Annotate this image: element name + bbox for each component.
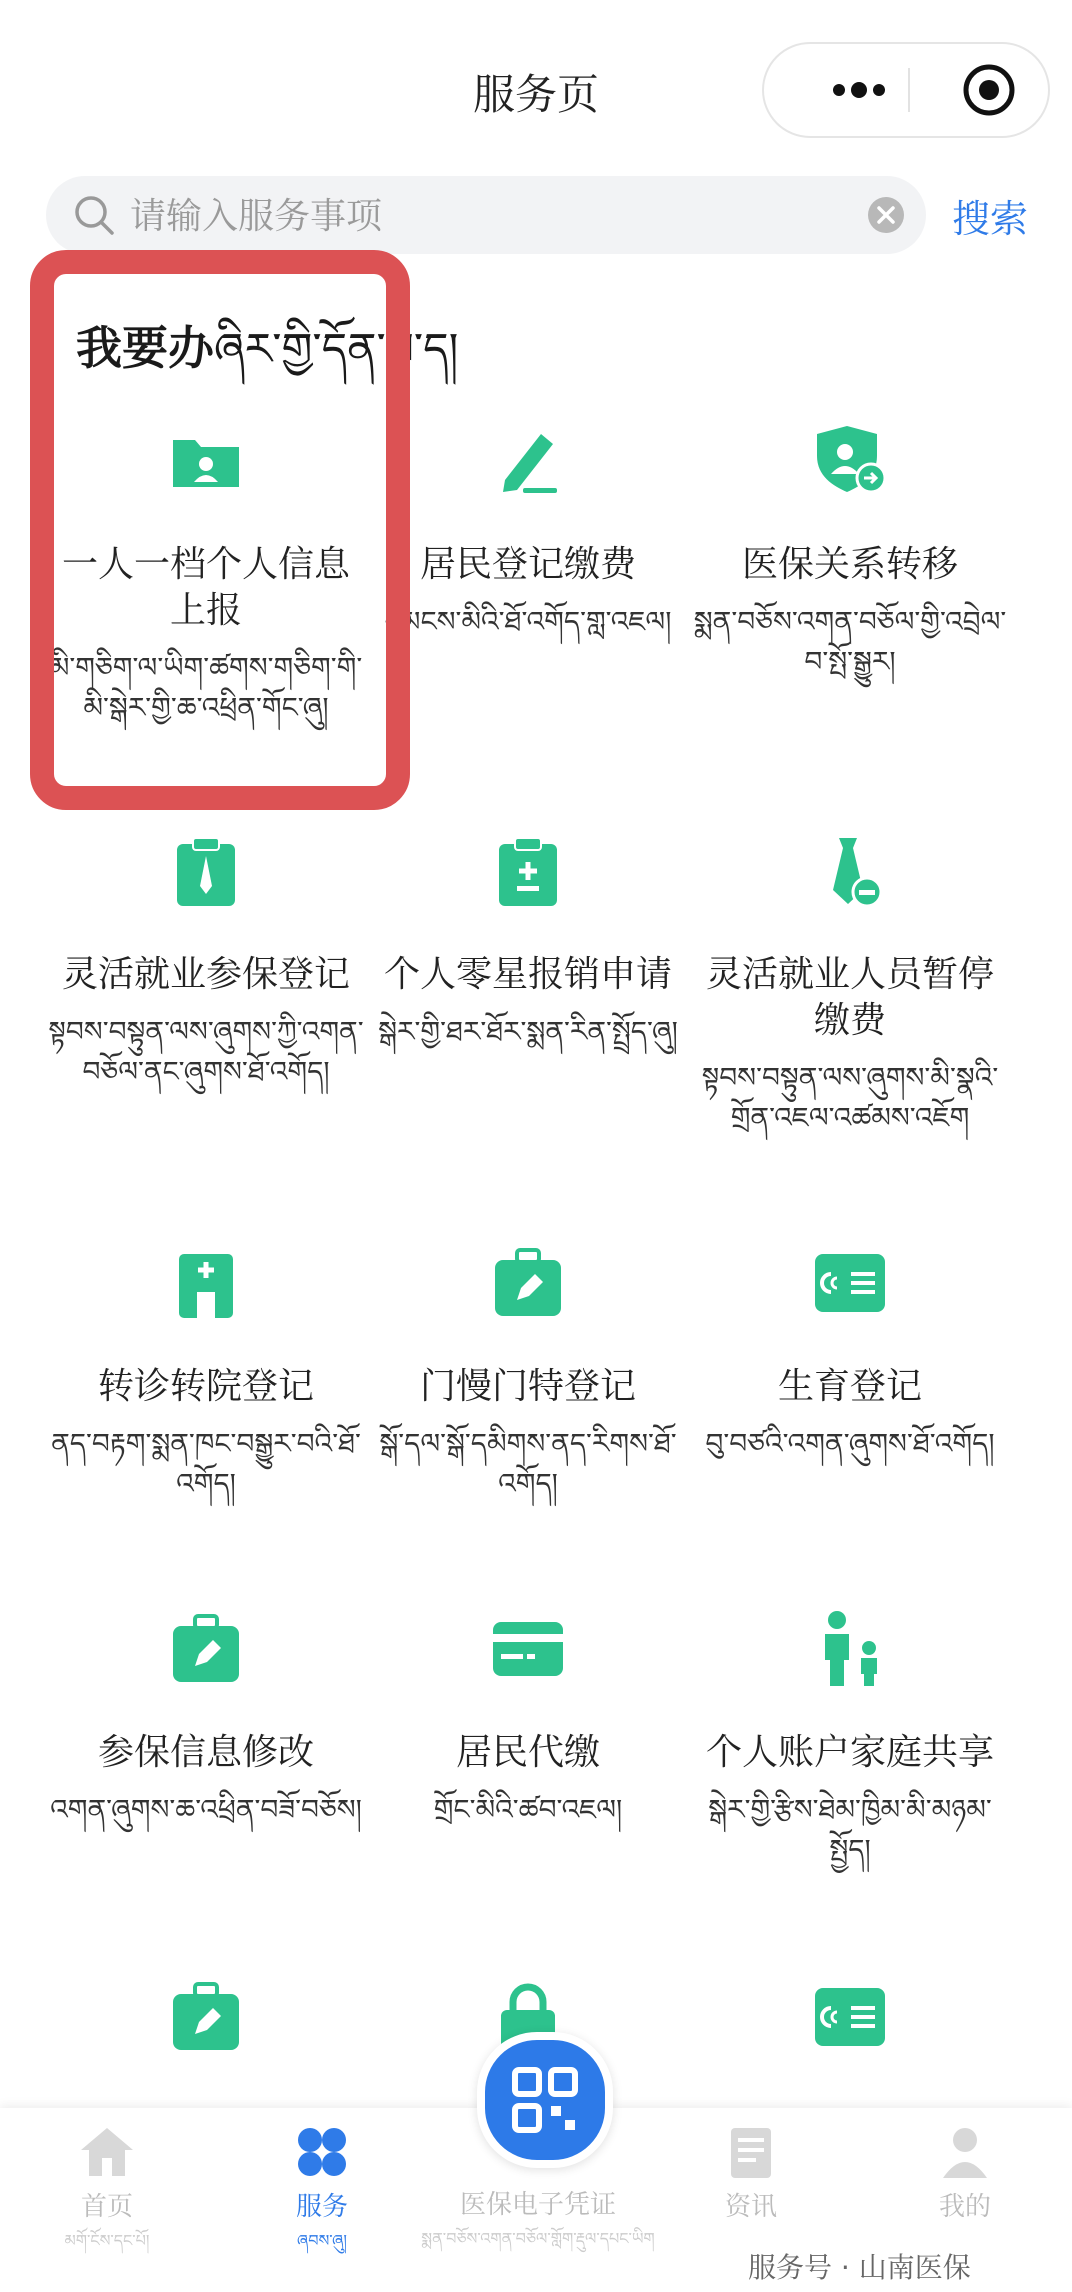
search-box xyxy=(46,176,926,254)
more-options-button[interactable] xyxy=(804,44,914,136)
search-button[interactable]: 搜索 xyxy=(952,197,1029,241)
service-label: 灵活就业人员暂停缴费 xyxy=(705,954,994,1041)
tab-label: 医保电子凭证 xyxy=(459,2190,616,2220)
section-title-zh: 我要办 xyxy=(76,321,214,375)
service-sublabel: སྒེར་གྱི་རྩིས་ཐེམ་ཁྱིམ་མི་མཉམ་སྤྱོད། xyxy=(708,1793,992,1866)
close-miniprogram-button[interactable] xyxy=(934,44,1044,136)
clipboard-tie-icon xyxy=(165,830,247,912)
service-label: 参保信息修改 xyxy=(97,1732,314,1773)
service-sublabel: མི་གཅིག་ལ་ཡིག་ཚགས་གཅིག་གི་མི་སྒེར་གྱི་ཆ་འཕྲིན་གོང་ཞུ། xyxy=(49,651,363,724)
tab-home[interactable] xyxy=(12,2122,202,2268)
tab-sublabel: མགོ་ངོས་དང་པོ། xyxy=(64,2231,150,2250)
service-tile[interactable] xyxy=(690,1976,1010,2058)
capsule-divider xyxy=(908,68,910,112)
service-tile[interactable] xyxy=(690,420,1010,682)
tie-minus-icon xyxy=(809,830,891,912)
section-title xyxy=(76,300,458,424)
service-sublabel: བུ་བཙའི་འགན་ཞུགས་ཐོ་འགོད། xyxy=(705,1427,995,1460)
target-icon xyxy=(961,62,1017,118)
tab-label: 服务 xyxy=(295,2192,348,2222)
service-label: 一人一档个人信息上报 xyxy=(61,544,350,631)
service-sublabel: དམངས་མིའི་ཐོ་འགོད་གླ་འཇལ། xyxy=(384,605,672,638)
news-icon xyxy=(721,2122,781,2182)
hospital-icon xyxy=(165,1242,247,1324)
service-label: 个人零星报销申请 xyxy=(383,954,672,995)
tab-medical-qr[interactable] xyxy=(418,2180,658,2266)
header xyxy=(0,0,1072,170)
service-tile[interactable] xyxy=(368,1242,688,1504)
grid-icon xyxy=(292,2122,352,2182)
service-tile[interactable] xyxy=(690,830,1010,1138)
service-tile[interactable] xyxy=(46,1608,366,1830)
service-label: 居民登记缴费 xyxy=(419,544,636,585)
service-label: 灵活就业参保登记 xyxy=(61,954,350,995)
service-sublabel: འགན་ཞུགས་ཆ་འཕྲིན་བཟོ་བཅོས། xyxy=(50,1793,362,1826)
service-tile[interactable] xyxy=(46,1976,366,2058)
clipboard-plus-icon xyxy=(487,830,569,912)
briefcase-pen-icon xyxy=(165,1608,247,1690)
tab-label: 首页 xyxy=(80,2192,133,2222)
folder-user-icon xyxy=(165,420,247,502)
clear-icon[interactable] xyxy=(868,197,904,233)
service-tile[interactable] xyxy=(690,1608,1010,1870)
briefcase-pen-icon xyxy=(487,1242,569,1324)
tab-mine[interactable] xyxy=(870,2122,1060,2223)
service-tile[interactable] xyxy=(46,830,366,1092)
service-label: 居民代缴 xyxy=(455,1732,600,1773)
service-sublabel: སྟབས་བསྟུན་ལས་ཞུགས་མི་སྣའི་གྲོན་འཇལ་འཚམས་འཇོག xyxy=(701,1061,999,1134)
user-icon xyxy=(935,2122,995,2182)
search-icon xyxy=(72,193,116,237)
tab-label: 资讯 xyxy=(724,2192,777,2222)
bank-card-icon xyxy=(487,1608,569,1690)
search-input[interactable] xyxy=(128,186,872,246)
more-dots-icon xyxy=(829,80,889,100)
service-label: 生育登记 xyxy=(777,1366,922,1407)
tab-service[interactable] xyxy=(227,2122,417,2268)
section-title-bo: ཞིར་གྱི་དོན་བ་ད། xyxy=(214,324,459,375)
qr-code-icon xyxy=(511,2066,579,2134)
service-sublabel: སྒོ་དལ་སྒོ་དམིགས་ནད་རིགས་ཐོ་འགོད། xyxy=(379,1427,677,1500)
service-sublabel: ནད་བརྟག་སྨན་ཁང་བསྒྱུར་བའི་ཐོ་འགོད། xyxy=(51,1427,361,1500)
family-icon xyxy=(809,1608,891,1690)
service-label: 医保关系转移 xyxy=(741,544,958,585)
tab-news[interactable] xyxy=(656,2122,846,2223)
tab-sublabel: སྨན་བཅོས་འགན་བཅོལ་གློག་རྡུལ་དཔང་ཡིག xyxy=(421,2229,655,2248)
service-tile[interactable] xyxy=(368,1608,688,1830)
edit-pen-icon xyxy=(487,420,569,502)
page-title: 服务页 xyxy=(472,70,599,119)
watermark: 服务号 · 山南医保 xyxy=(748,2251,971,2284)
qr-code-button[interactable] xyxy=(477,2032,613,2168)
card-list-icon xyxy=(809,1976,891,2058)
service-sublabel: སྟབས་བསྟུན་ལས་ཞུགས་ཀྱི་འགན་བཅོལ་ནང་ཞུགས་ཐོ་འགོད། xyxy=(48,1015,364,1088)
tab-sublabel: ཞབས་ཞུ། xyxy=(297,2231,347,2250)
service-sublabel: གྲོང་མིའི་ཚབ་འཇལ། xyxy=(433,1793,623,1826)
home-icon xyxy=(77,2122,137,2182)
user-shield-transfer-icon xyxy=(809,420,891,502)
service-sublabel: སྒེར་གྱི་ཐར་ཐོར་སྨན་རིན་སྤྲོད་ཞུ། xyxy=(378,1015,678,1048)
tab-label: 我的 xyxy=(938,2192,991,2222)
service-label: 转诊转院登记 xyxy=(97,1366,314,1407)
service-label: 个人账户家庭共享 xyxy=(705,1732,994,1773)
service-tile[interactable] xyxy=(368,830,688,1052)
service-sublabel: སྨན་བཅོས་འགན་བཅོལ་གྱི་འབྲེལ་བ་སྤོ་སྒྱུར། xyxy=(693,605,1007,678)
mini-program-capsule xyxy=(762,42,1050,138)
service-tile[interactable] xyxy=(46,1242,366,1504)
service-tile[interactable] xyxy=(368,420,688,642)
service-tile[interactable] xyxy=(46,420,366,728)
card-list-icon xyxy=(809,1242,891,1324)
search-row xyxy=(0,176,1072,254)
briefcase-pen-icon xyxy=(165,1976,247,2058)
service-tile[interactable] xyxy=(690,1242,1010,1464)
service-label: 门慢门特登记 xyxy=(419,1366,636,1407)
